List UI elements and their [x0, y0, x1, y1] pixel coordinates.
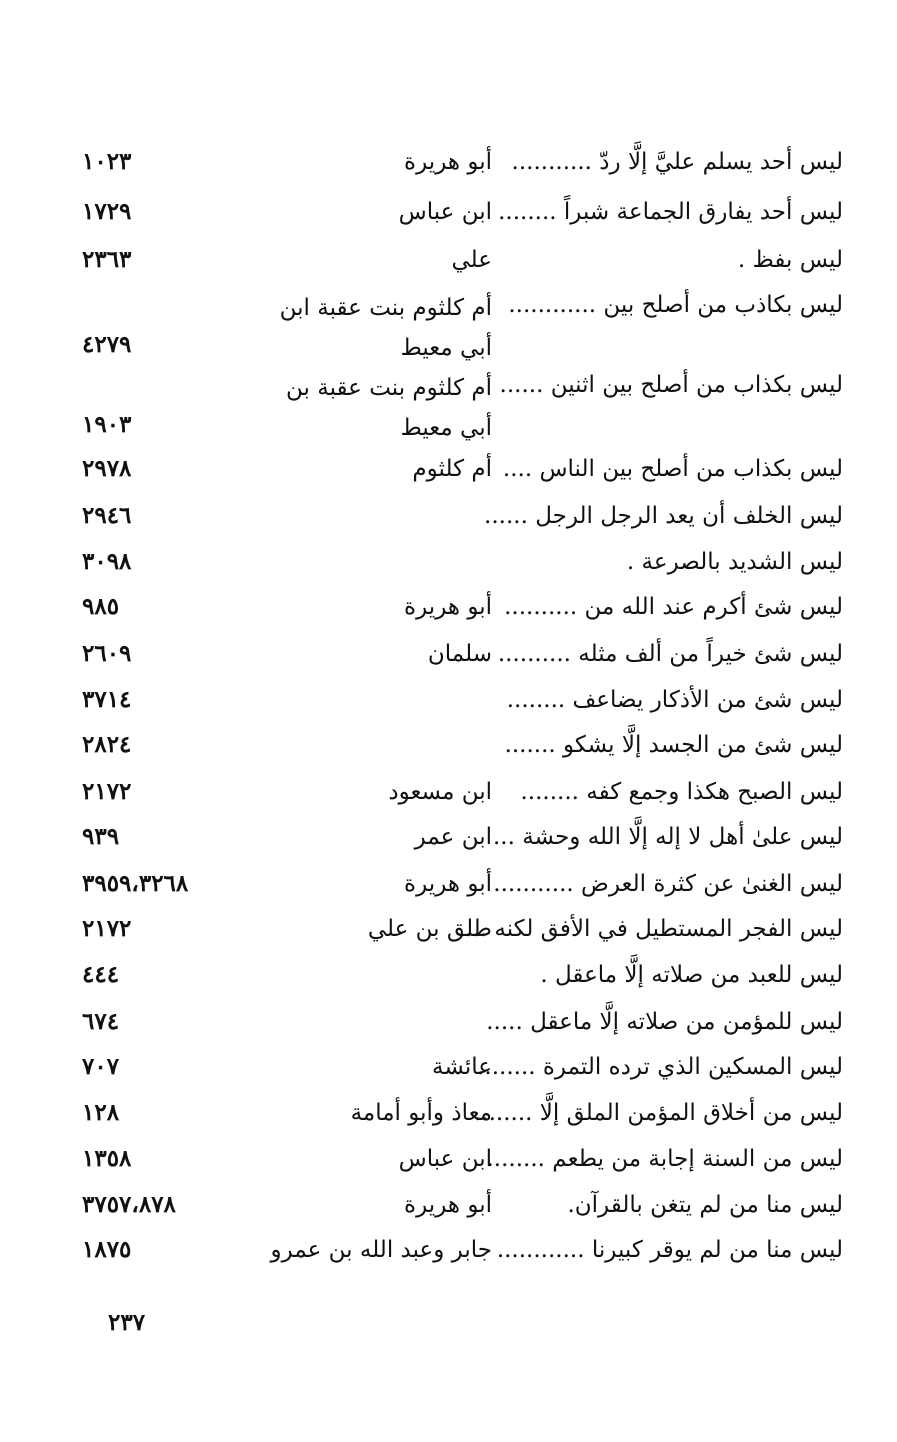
page-number: ٢٣٧	[108, 1309, 146, 1336]
index-entry	[0, 1233, 897, 1279]
hadith-text: ليس من السنة إجابة من يطعم ........	[486, 1146, 843, 1172]
narrator-name: ابن عمر	[414, 824, 492, 850]
reference-number: ١٢٨	[82, 1099, 120, 1126]
index-entry	[0, 368, 897, 452]
index-entry	[0, 958, 897, 1004]
reference-number: ٢١٧٢	[82, 915, 132, 942]
reference-number: ٩٣٩	[82, 823, 120, 850]
reference-number: ٣٩٥٩،٣٢٦٨	[82, 870, 189, 897]
index-entry	[0, 452, 897, 498]
hadith-text: ليس الشديد بالصرعة .	[626, 549, 843, 575]
hadith-text: ليس المسكين الذي ترده التمرة ........	[477, 1054, 843, 1080]
index-entry	[0, 728, 897, 774]
index-entry	[0, 637, 897, 683]
hadith-text: ليس علىٰ أهل لا إله إلَّا الله وحشة ...	[492, 824, 843, 850]
hadith-text: ليس منا من لم يتغن بالقرآن.	[567, 1192, 843, 1218]
hadith-text: ليس شئ من الأذكار يضاعف ........	[506, 687, 843, 713]
index-entry	[0, 775, 897, 821]
hadith-text: ليس بكذاب من أصلح بين الناس ....	[502, 456, 843, 482]
reference-number: ٢٣٦٣	[82, 246, 132, 273]
narrator-name: طلق بن علي	[367, 916, 492, 942]
reference-number: ٤٤٤	[82, 961, 120, 988]
narrator-name: معاذ وأبو أمامة	[350, 1100, 492, 1126]
narrator-name: ابن عباس	[398, 1146, 492, 1172]
narrator-name: ابن مسعود	[388, 779, 492, 805]
index-entry	[0, 590, 897, 636]
hadith-text: ليس شئ من الجسد إلَّا يشكو .......	[504, 732, 843, 758]
hadith-text: ليس الفجر المستطيل في الأفق لكنه ...	[465, 916, 843, 942]
narrator-name: أم كلثوم بنت عقبة ابن أبي معيط	[279, 295, 492, 361]
hadith-text: ليس منا من لم يوقر كبيرنا ............	[496, 1237, 843, 1263]
reference-number: ٤٢٧٩	[82, 331, 132, 358]
reference-number: ٦٧٤	[82, 1008, 120, 1035]
hadith-text: ليس بكاذب من أصلح بين ............	[508, 292, 843, 318]
reference-number: ٩٨٥	[82, 593, 120, 620]
narrator-name: أبو هريرة	[404, 149, 492, 175]
hadith-text: ليس للمؤمن من صلاته إلَّا ماعقل .....	[486, 1009, 843, 1035]
narrator-name: أبو هريرة	[404, 1192, 492, 1218]
reference-number: ٢١٧٢	[82, 778, 132, 805]
index-entry	[0, 1005, 897, 1051]
hadith-text: ليس الخلف أن يعد الرجل الرجل ......	[484, 503, 843, 529]
index-entry	[0, 1050, 897, 1096]
reference-number: ٢٦٠٩	[82, 640, 132, 667]
index-entry	[0, 867, 897, 913]
reference-number: ١٨٧٥	[82, 1236, 132, 1263]
index-entry	[0, 1142, 897, 1188]
reference-number: ١٠٢٣	[82, 148, 132, 175]
index-entry	[0, 243, 897, 289]
reference-number: ٣٠٩٨	[82, 548, 132, 575]
narrator-name: جابر وعبد الله بن عمرو	[270, 1237, 492, 1263]
hadith-text: ليس للعبد من صلاته إلَّا ماعقل .	[540, 962, 843, 988]
index-entry	[0, 288, 897, 372]
hadith-text: ليس شئ أكرم عند الله من ..........	[504, 594, 843, 620]
hadith-text: ليس من أخلاق المؤمن الملق إلَّا ........	[473, 1100, 843, 1126]
hadith-text: ليس شئ خيراً من ألف مثله ..........	[497, 641, 843, 667]
narrator-name: أم كلثوم بنت عقبة بن أبي معيط	[286, 375, 492, 441]
hadith-text: ليس الصبح هكذا وجمع كفه ........	[520, 779, 843, 805]
narrator-name: عائشة	[432, 1054, 492, 1080]
hadith-text: ليس بكذاب من أصلح بين اثنين ......	[499, 372, 843, 398]
reference-number: ٣٧٥٧،٨٧٨	[82, 1191, 176, 1218]
index-entry	[0, 195, 897, 241]
index-entry	[0, 499, 897, 545]
reference-number: ١٧٢٩	[82, 198, 132, 225]
narrator-name: ابن عباس	[398, 199, 492, 225]
reference-number: ٧٠٧	[82, 1053, 120, 1080]
index-entry	[0, 683, 897, 729]
reference-number: ٢٩٤٦	[82, 502, 132, 529]
reference-number: ٢٩٧٨	[82, 455, 132, 482]
index-entry	[0, 145, 897, 191]
index-entry	[0, 545, 897, 591]
reference-number: ٣٧١٤	[82, 686, 132, 713]
narrator-name: سلمان	[427, 641, 492, 667]
reference-number: ١٩٠٣	[82, 411, 132, 438]
index-entry	[0, 1188, 897, 1234]
narrator-name: أبو هريرة	[404, 594, 492, 620]
hadith-text: ليس الغنىٰ عن كثرة العرض ...........	[493, 871, 843, 897]
reference-number: ٢٨٢٤	[82, 731, 132, 758]
narrator-name: علي	[451, 247, 492, 273]
narrator-name: أم كلثوم	[412, 456, 492, 482]
narrator-name: أبو هريرة	[404, 871, 492, 897]
reference-number: ١٣٥٨	[82, 1145, 132, 1172]
index-entry	[0, 820, 897, 866]
hadith-text: ليس أحد يفارق الجماعة شبراً ........	[498, 199, 843, 225]
hadith-text: ليس بفظ .	[737, 247, 843, 273]
index-entry	[0, 912, 897, 958]
hadith-text: ليس أحد يسلم عليَّ إلَّا ردّ ...........	[511, 149, 843, 175]
index-entry	[0, 1096, 897, 1142]
